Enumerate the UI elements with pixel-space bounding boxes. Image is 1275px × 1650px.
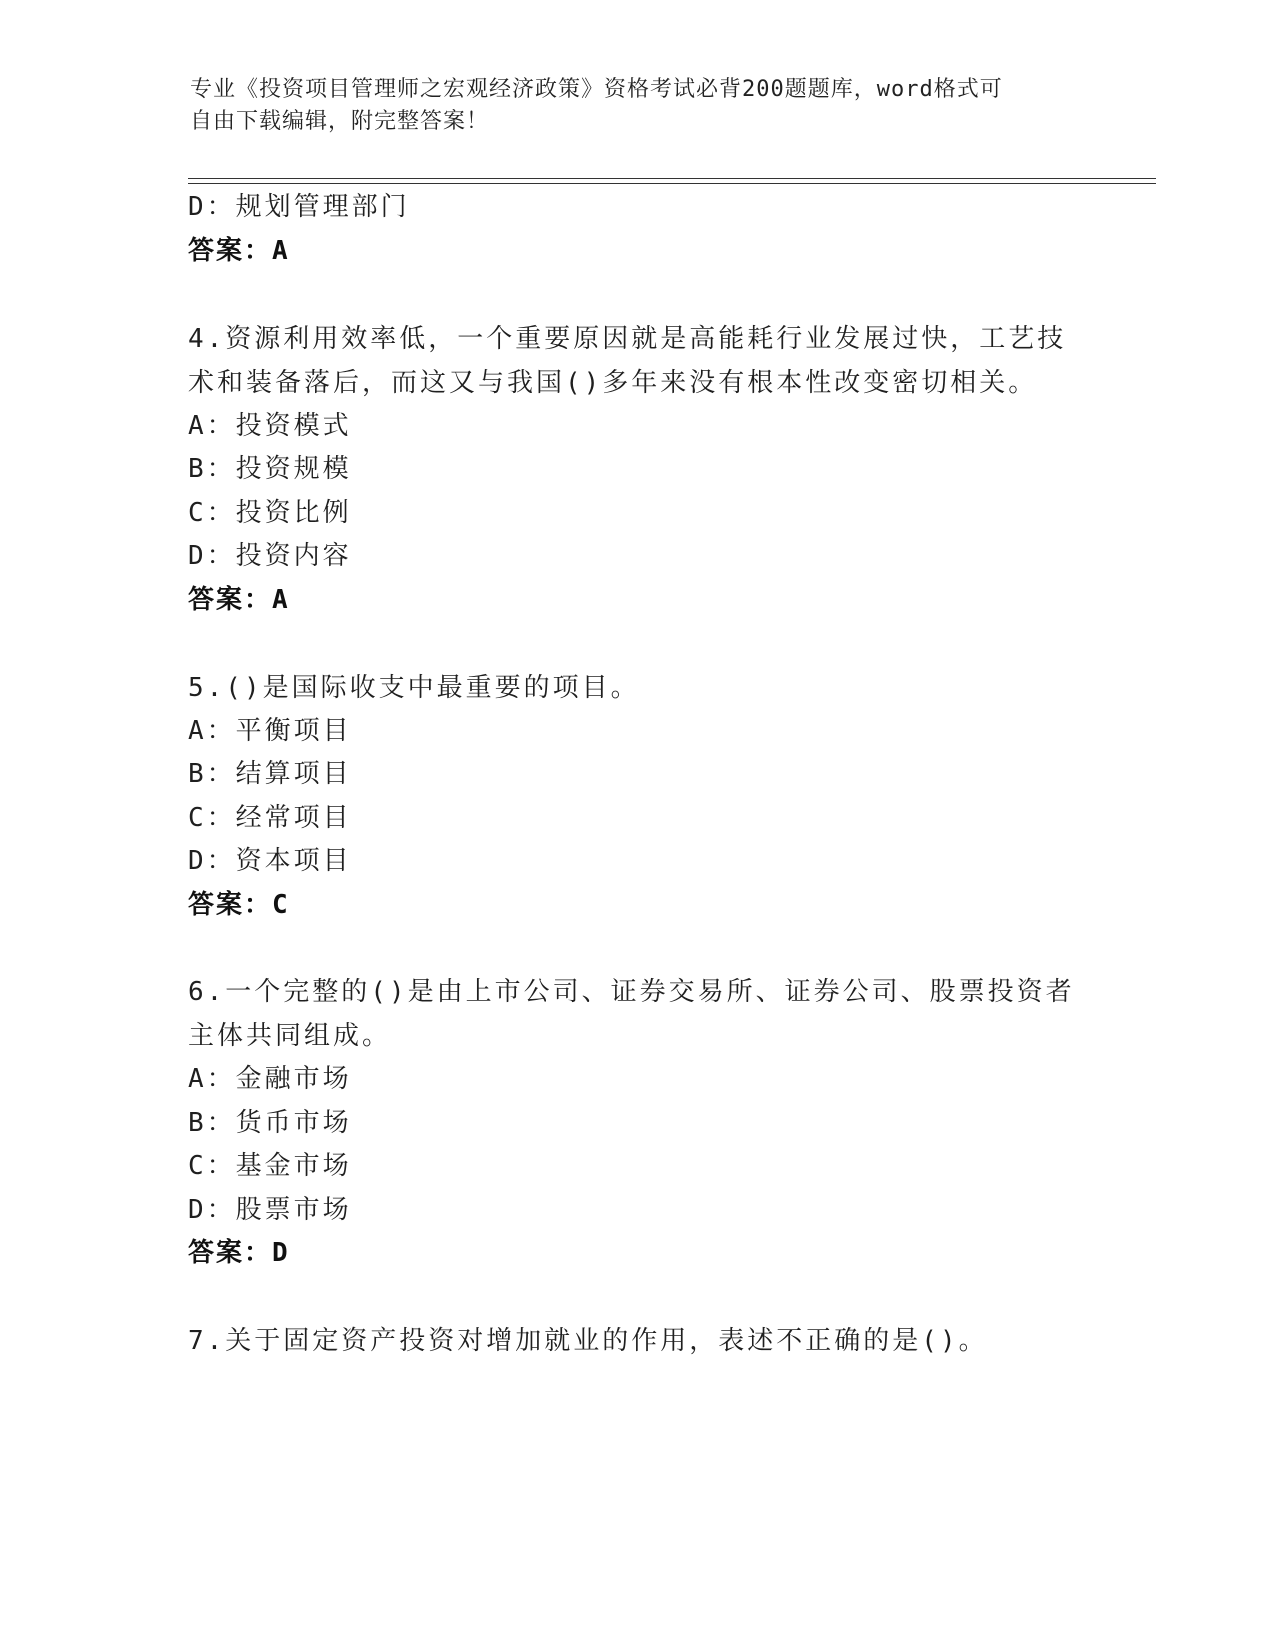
- q5-stem-line-1: 5.()是国际收支中最重要的项目。: [188, 673, 640, 703]
- q6-option-a: A：金融市场: [188, 1064, 352, 1094]
- q6-option-b: B：货币市场: [188, 1108, 352, 1138]
- q5-option-c: C：经常项目: [188, 803, 352, 833]
- q6-option-d: D：股票市场: [188, 1195, 352, 1225]
- q4-stem-line-2: 术和装备落后，而这又与我国()多年来没有根本性改变密切相关。: [188, 368, 1038, 398]
- q5-option-a: A：平衡项目: [188, 716, 352, 746]
- q4-stem-line-1: 4.资源利用效率低，一个重要原因就是高能耗行业发展过快，工艺技: [188, 324, 1067, 354]
- q5-answer: 答案：C: [188, 890, 290, 920]
- q3-option-d: D：规划管理部门: [188, 192, 410, 222]
- q4-option-c: C：投资比例: [188, 498, 352, 528]
- q6-answer: 答案：D: [188, 1238, 290, 1268]
- q5-option-d: D：资本项目: [188, 846, 352, 876]
- header-rule-bottom: [188, 183, 1156, 184]
- q4-option-a: A：投资模式: [188, 411, 352, 441]
- q6-stem-line-1: 6.一个完整的()是由上市公司、证券交易所、证券公司、股票投资者: [188, 977, 1075, 1007]
- header-line-1: 专业《投资项目管理师之宏观经济政策》资格考试必背200题题库，word格式可: [190, 77, 1003, 102]
- q4-option-d: D：投资内容: [188, 541, 352, 571]
- q6-stem-line-2: 主体共同组成。: [188, 1021, 392, 1051]
- q7-stem-line-1: 7.关于固定资产投资对增加就业的作用，表述不正确的是()。: [188, 1326, 988, 1356]
- header-rule-top: [188, 178, 1156, 179]
- q5-option-b: B：结算项目: [188, 759, 352, 789]
- document-header: [190, 74, 1070, 138]
- q3-answer: 答案：A: [188, 236, 290, 266]
- q6-option-c: C：基金市场: [188, 1151, 352, 1181]
- q4-answer: 答案：A: [188, 585, 290, 615]
- q4-option-b: B：投资规模: [188, 454, 352, 484]
- header-line-2: 自由下载编辑，附完整答案！: [190, 109, 490, 134]
